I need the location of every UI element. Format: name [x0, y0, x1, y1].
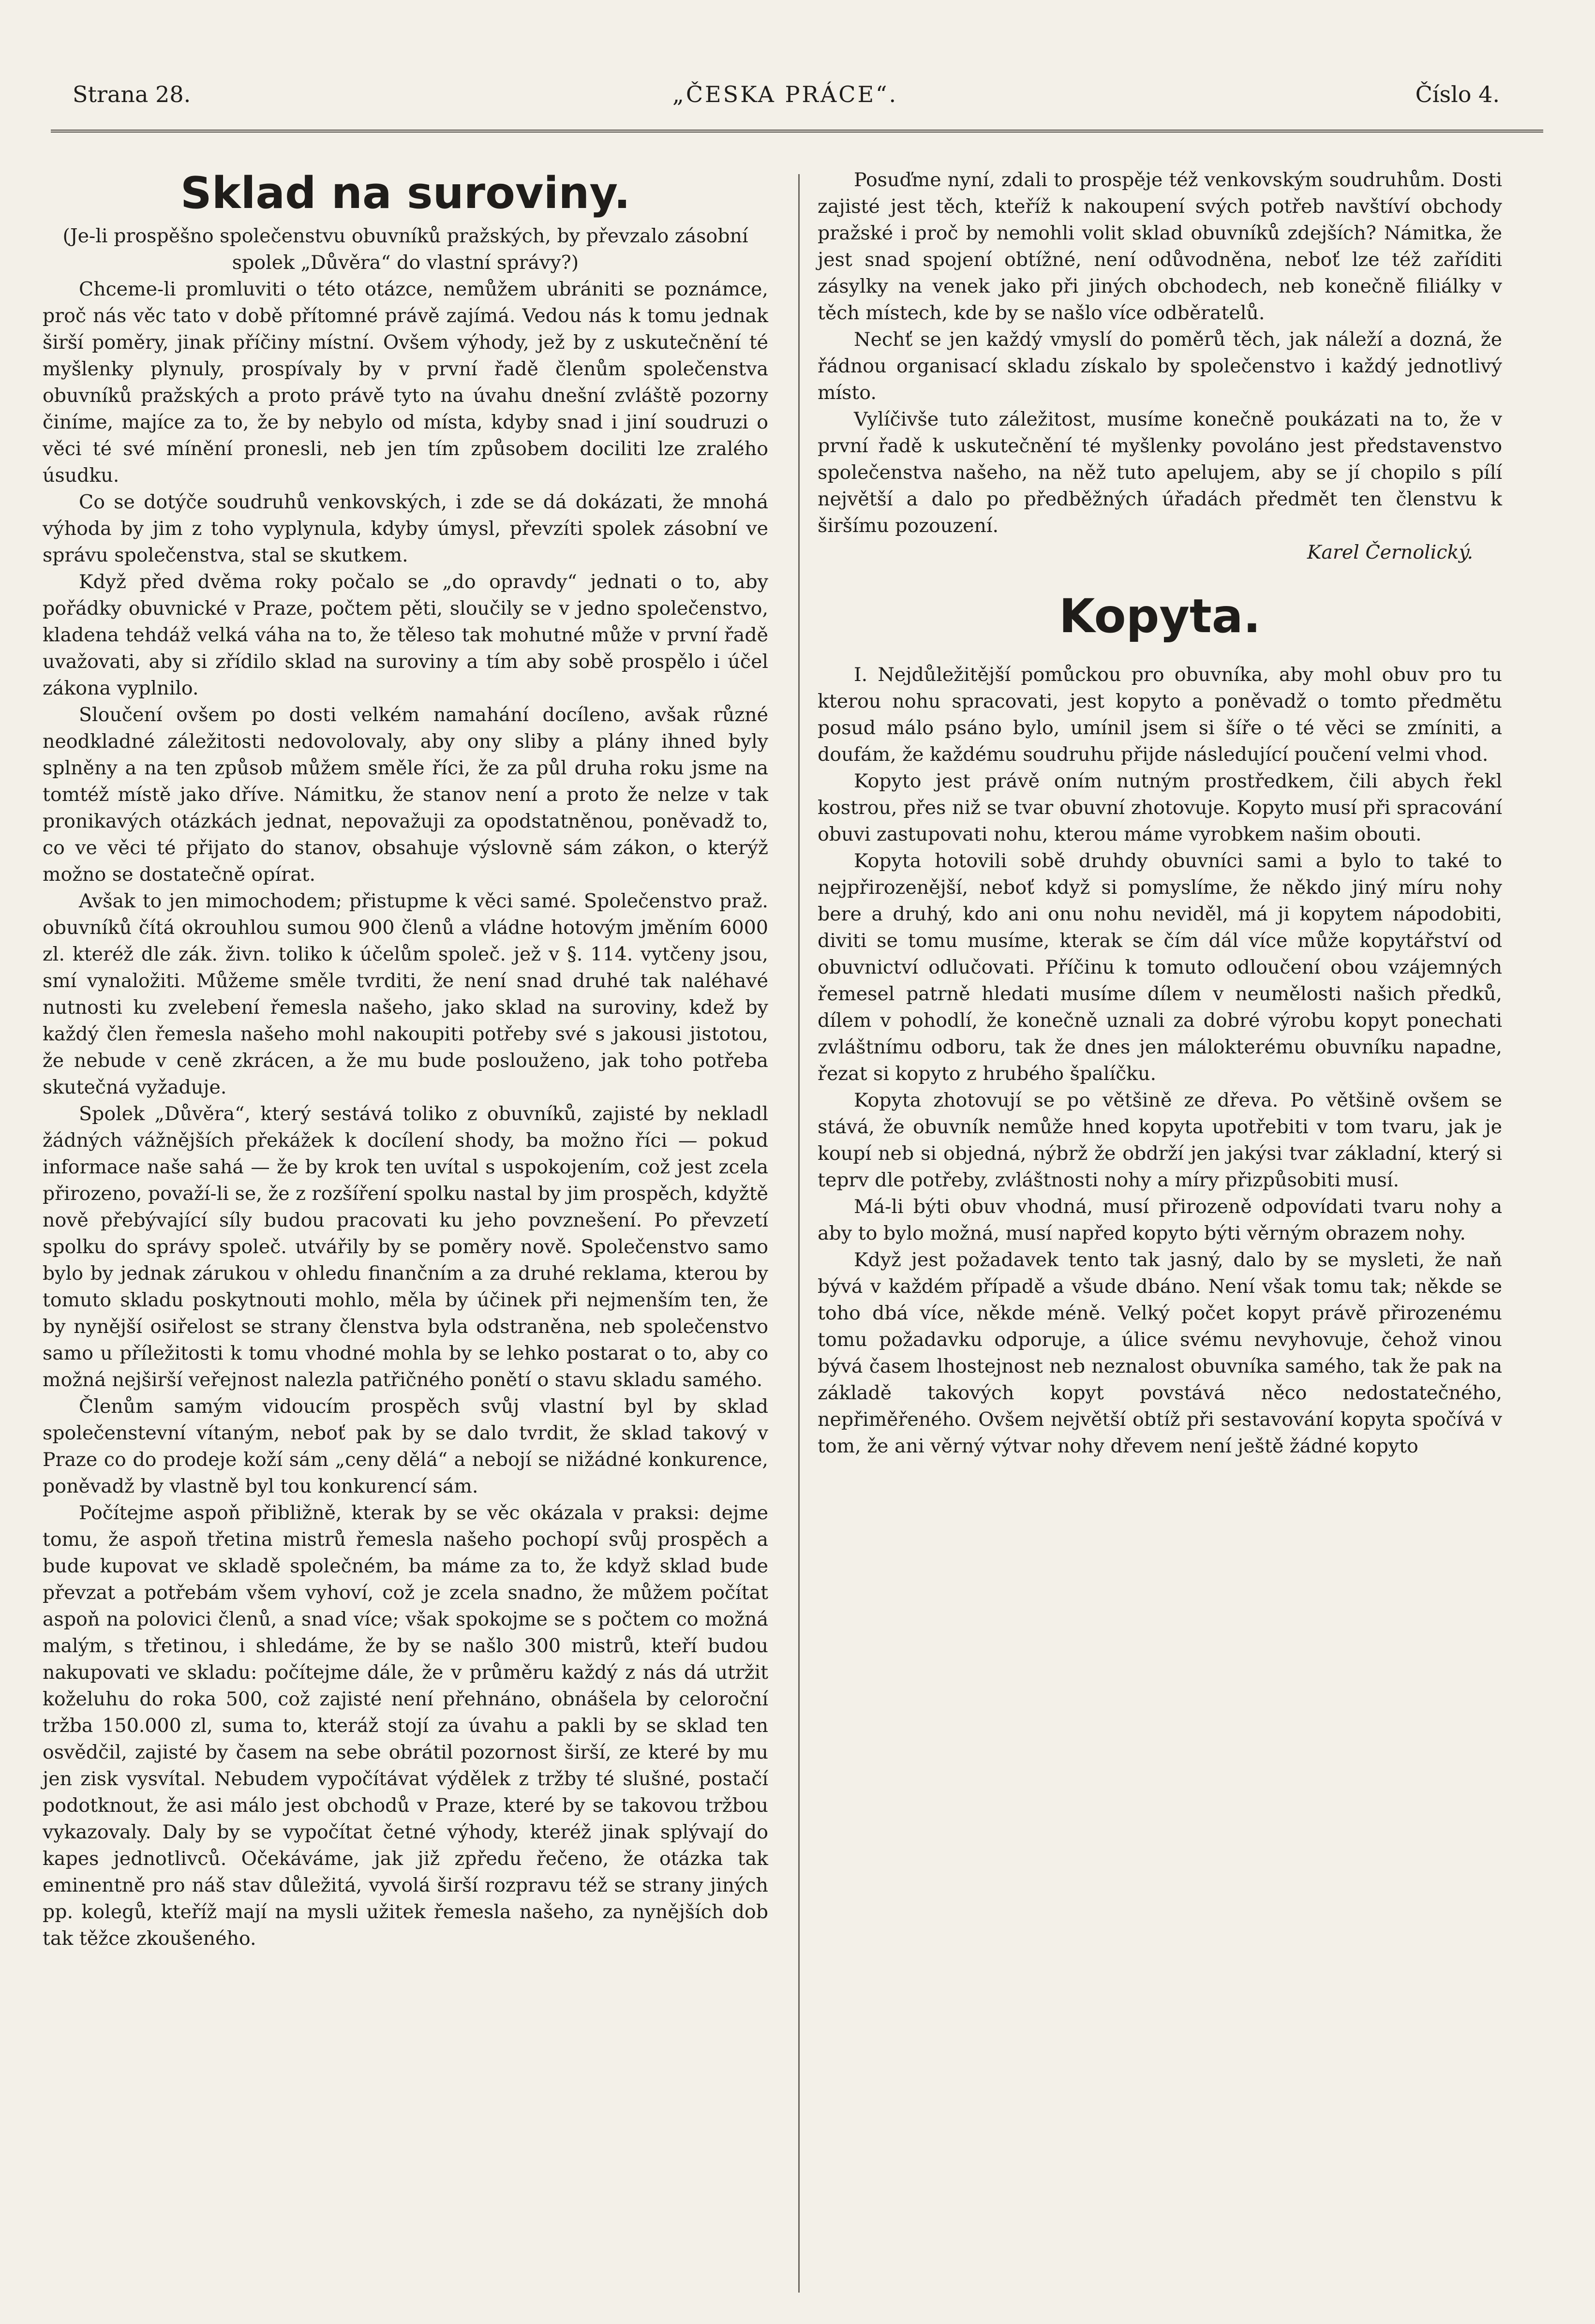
- author-signature: Karel Černolický.: [1307, 541, 1473, 563]
- paragraph: Členům samým vidoucím prospěch svůj vlastní byl by sklad společenstevní vítaným, neboť pak by se dalo tvrdit, že sklad takový v Praze co do prodeje koží sám „ceny dělá“ a nebojí se nižádné konkurence, poněvadž by vlastně byl tou konkurencí sám.: [43, 1395, 768, 1497]
- article-title: Sklad na suroviny.: [180, 168, 631, 219]
- right-column: [818, 167, 1502, 1460]
- paragraph: Kopyto jest právě oním nutným prostředkem, čili abych řekl kostrou, přes niž se tvar obuvní zhotovuje. Kopyto musí při spracování obuvi zastupovati nohu, kterou máme vyrobkem našim obouti.: [818, 770, 1502, 845]
- paragraph: Nechť se jen každý vmyslí do poměrů těch, jak náleží a dozná, že řádnou organisací skladu získalo by společenstvo i každý jednotlivý místo.: [818, 328, 1502, 404]
- column-divider: [798, 174, 800, 2293]
- page-number: Strana 28.: [73, 81, 191, 107]
- paragraph: Kopyta hotovili sobě druhdy obuvníci sami a bylo to také to nejpřirozenější, neboť když si pomyslíme, že někdo jiný míru nohy bere a druhý, kdo ani onu nohu neviděl, má ji kopytem nápodobiti, diviti se tomu musíme, kterak se čím dál více může kopytářství od obuvnictví odlučovati. Příčinu k tomuto odloučení obou vzájemných řemesel patrně hledati musíme dílem v neumělosti našich předků, dílem v pohodlí, že konečně uznali za dobré výrobu kopyt ponechati zvláštnímu odboru, tak že dnes jen málokterému obuvníku napadne, řezat si kopyto z hrubého špalíčku.: [818, 850, 1502, 1085]
- issue-number: Číslo 4.: [1415, 81, 1500, 107]
- left-column: [43, 167, 768, 1952]
- paragraph: Když jest požadavek tento tak jasný, dalo by se mysleti, že naň bývá v každém případě a všude dbáno. Není však tomu tak; někde se toho dbá více, někde méně. Velký počet kopyt právě přirozenému tomu požadavku odporuje, a úlice svému nevyhovuje, čehož vinou bývá časem lhostejnost neb neznalost obuvníka samého, tak že pak na základě takových kopyt povstává něco nedostatečného, nepřiměřeného. Ovšem největší obtíž při sestavování kopyta spočívá v tom, že ani věrný výtvar nohy dřevem není ještě žádné kopyto: [818, 1249, 1502, 1457]
- paragraph: Má-li býti obuv vhodná, musí přirozeně odpovídati tvaru nohy a aby to bylo možná, musí napřed kopyto býti věrným obrazem nohy.: [818, 1196, 1502, 1244]
- header-rule: [51, 130, 1543, 133]
- article-subtitle: (Je-li prospěšno společenstvu obuvníků pražských, by převzalo zásobní spolek „Důvěra“ do vlastní správy?): [62, 225, 748, 274]
- paragraph: Vylíčivše tuto záležitost, musíme konečně poukázati na to, že v první řadě k uskutečnění té myšlenky povoláno jest představenstvo společenstva našeho, na něž tuto apelujem, aby se jí chopilo s pílí největší a dalo po předběžných úřadách předmět ten členstvu k širšímu pozouzení.: [818, 408, 1502, 537]
- paragraph: I. Nejdůležitější pomůckou pro obuvníka, aby mohl obuv pro tu kterou nohu spracovati, jest kopyto a poněvadž o tomto předmětu posud málo psáno bylo, umínil jsem si šíře o té věci se zmíniti, a doufám, že každému soudruhu přijde následující poučení velmi vhod.: [818, 664, 1502, 766]
- paragraph: Kopyta zhotovují se po většině ze dřeva. Po většině ovšem se stává, že obuvník nemůže hned kopyta upotřebiti v tom tvaru, jak je koupí neb si objedná, nýbrž že obdrží jen jakýsi tvar základní, který si teprv dle potřeby, zvláštnosti nohy a míry přizpůsobiti musí.: [818, 1089, 1502, 1191]
- paragraph: Spolek „Důvěra“, který sestává toliko z obuvníků, zajisté by nekladl žádných vážnějších překážek k docílení shody, ba možno říci — pokud informace naše sahá — že by krok ten uvítal s uspokojením, což jest zcela přirozeno, považí-li se, že z rozšíření spolku nastal by jim prospěch, kdyžtě nově přebývající síly budou pracovati ku jeho povznešení. Po převzetí spolku do správy společ. utvářily by se poměry nově. Společenstvo samo bylo by jednak zárukou v ohledu finančním a za druhé reklama, kterou by tomuto skladu poskytnouti mohlo, měla by účinek při nejmenším ten, že by nynější osiřelost se strany členstva byla odstraněna, neb společenstvo samo u příležitosti k tomu vhodné mohla by se lehko postarat o to, aby co možná nejširší veřejnost nalezla patřičného ponětí o stavu skladu samého.: [43, 1103, 768, 1391]
- paragraph: Chceme-li promluviti o této otázce, nemůžem ubrániti se poznámce, proč nás věc tato v době přítomné právě zajímá. Vedou nás k tomu jednak širší poměry, jinak příčiny místní. Ovšem výhody, jež by z uskutečnění té myšlenky plynuly, prospívaly by v první řadě členům společenstva obuvníků pražských a proto právě tyto na úvahu dnešní zvláště pozorny činíme, majíce za to, že by nebylo od místa, kdyby snad i jiní soudruzi o věci té své mínění pronesli, neb jen tím způsobem dociliti lze zralého úsudku.: [43, 278, 768, 487]
- paragraph: Avšak to jen mimochodem; přistupme k věci samé. Společenstvo praž. obuvníků čítá okrouhlou sumou 900 členů a vládne hotovým jměním 6000 zl. kteréž dle zák. živn. toliko k účelům společ. jež v §. 114. vytčeny jsou, smí vynaložiti. Můžeme směle tvrditi, že není snad druhé tak naléhavé nutnosti ku zvelebení řemesla našeho, jako sklad na suroviny, kdež by každý člen řemesla našeho mohl nakoupiti potřeby své s jakousi jistotou, že nebude v ceně zkrácen, a že mu bude poslouženo, jak toho potřeba skutečná vyžaduje.: [43, 890, 768, 1098]
- paragraph: Co se dotýče soudruhů venkovských, i zde se dá dokázati, že mnohá výhoda by jim z toho vyplynula, kdyby úmysl, převzíti spolek zásobní ve správu společenstva, stal se skutkem.: [43, 491, 768, 566]
- paragraph-continued: Počítejme aspoň přibližně, kterak by se věc okázala v praksi: dejme tomu, že aspoň třetina mistrů řemesla našeho pochopí svůj prospěch a bude kupovat ve skladě společném, ba máme za to, že když sklad bude převzat a potřebám všem vyhoví, což je zcela snadno, že můžem počítat aspoň na polovici členů, a snad více; však spokojme se s počtem co možná malým, s třetinou, i shledáme, že by se našlo 300 mistrů, kteří budou nakupovati ve skladu: počítejme dále, že v průměru každý z nás dá utržit koželuhu do roka 500, což zajisté není přehnáno, obnášela by celoroční tržba 150.000 zl, suma to, kteráž stojí za úvahu a pakli by se sklad ten osvědčil, zajisté by časem na sebe obrátil pozornost širší, ze které by mu jen zisk vysvítal. Nebudem vypočítávat výdělek z tržby té slušné, postačí podotknout, že asi málo jest obchodů v Praze, které by se takovou tržbou vykazovaly. Daly by se vypočítat četné výhody, kteréž jinak splývají do kapes jednotlivců. Očekáváme, jak již zpředu řečeno, že otázka tak eminentně pro náš stav důležitá, vyvolá širší rozpravu též se strany jiných pp. kolegů, kteříž mají na mysli užitek řemesla našeho, za nynějších dob tak těžce zkoušeného.: [43, 1502, 768, 1950]
- paragraph: Posuďme nyní, zdali to prospěje též venkovským soudruhům. Dosti zajisté jest těch, kteříž k nakoupení svých potřeb navštíví obchody pražské i proč by nemohli volit sklad obuvníků zdejších? Námitka, že jest snad spojení obtížné, není odůvodněna, neboť lze též zaříditi zásylky na venek jako při jiných obchodech, neb konečně filiálky v těch místech, kde by se našlo více odběratelů.: [818, 169, 1502, 324]
- page-header: [73, 81, 1500, 125]
- article-title: Kopyta.: [1058, 589, 1261, 643]
- paragraph: Sloučení ovšem po dosti velkém namahání docíleno, avšak různé neodkladné záležitosti nedovolovaly, aby ony sliby a plány ihned byly splněny a na ten způsob můžem směle říci, že za půl druha roku jsme na tomtéž místě jako dříve. Námitku, že stanov není a proto že nelze v tak pronikavých otázkách jednat, nepovažuji za opodstatněnou, poněvadž to, co ve věci té přijato do stanov, obsahuje výslovně sám zákon, o kterýž možno se dostatečně opírat.: [43, 704, 768, 886]
- paragraph: Když před dvěma roky počalo se „do opravdy“ jednati o to, aby pořádky obuvnické v Praze, počtem pěti, sloučily se v jedno společenstvo, kladena tehdáž velká váha na to, že těleso tak mohutné může v první řadě uvažovati, aby si zřídilo sklad na suroviny a tím aby sobě prospělo i účel zákona vyplnilo.: [43, 571, 768, 699]
- newspaper-title: „ČESKA PRÁCE“.: [672, 81, 898, 107]
